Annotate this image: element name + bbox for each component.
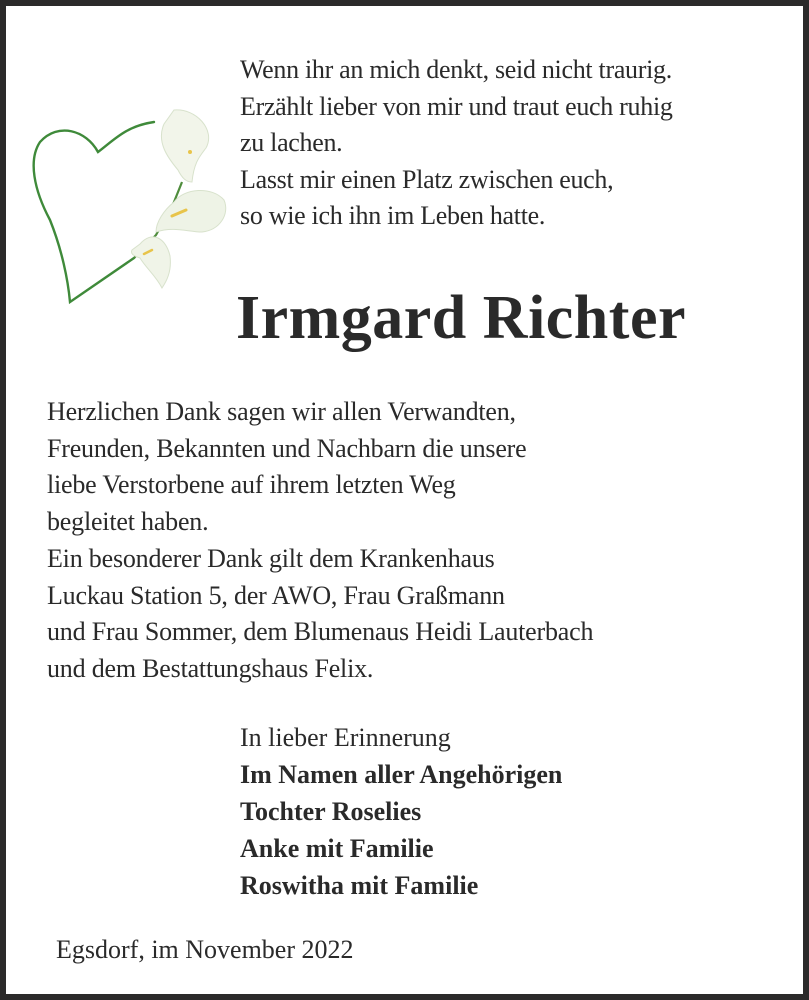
mourner-line: Im Namen aller Angehörigen <box>240 760 563 789</box>
signoff <box>240 719 562 904</box>
thanks-line: und dem Bestattungshaus Felix. <box>47 653 374 683</box>
verse-line: zu lachen. <box>240 128 343 157</box>
thanks-line: und Frau Sommer, dem Blumenaus Heidi Lauterbach <box>47 617 594 647</box>
thanks-line: liebe Verstorbene auf ihrem letzten Weg <box>47 470 456 500</box>
mourner-line: Anke mit Familie <box>240 834 434 863</box>
mourner-line: Tochter Roselies <box>240 797 422 826</box>
deceased-name: Irmgard Richter <box>236 284 686 352</box>
thanks-text <box>47 394 593 688</box>
obituary-notice <box>6 6 803 994</box>
thanks-line: begleitet haben. <box>47 507 209 537</box>
signoff-intro: In lieber Erinnerung <box>240 723 451 752</box>
heart-calla-lilies-icon <box>6 90 246 320</box>
thanks-line: Freunden, Bekannten und Nachbarn die unsere <box>47 433 527 463</box>
place-date: Egsdorf, im November 2022 <box>56 935 354 964</box>
thanks-line: Herzlichen Dank sagen wir allen Verwandten, <box>47 397 516 426</box>
verse-line: Erzählt lieber von mir und traut euch ruhig <box>240 91 673 121</box>
poem-verse <box>240 52 673 235</box>
verse-line: Wenn ihr an mich denkt, seid nicht traurig. <box>240 55 672 84</box>
verse-line: so wie ich ihn im Leben hatte. <box>240 201 546 230</box>
mourner-line: Roswitha mit Familie <box>240 871 479 900</box>
verse-line: Lasst mir einen Platz zwischen euch, <box>240 164 614 194</box>
thanks-line: Ein besonderer Dank gilt dem Krankenhaus <box>47 543 495 573</box>
thanks-line: Luckau Station 5, der AWO, Frau Graßmann <box>47 580 505 610</box>
